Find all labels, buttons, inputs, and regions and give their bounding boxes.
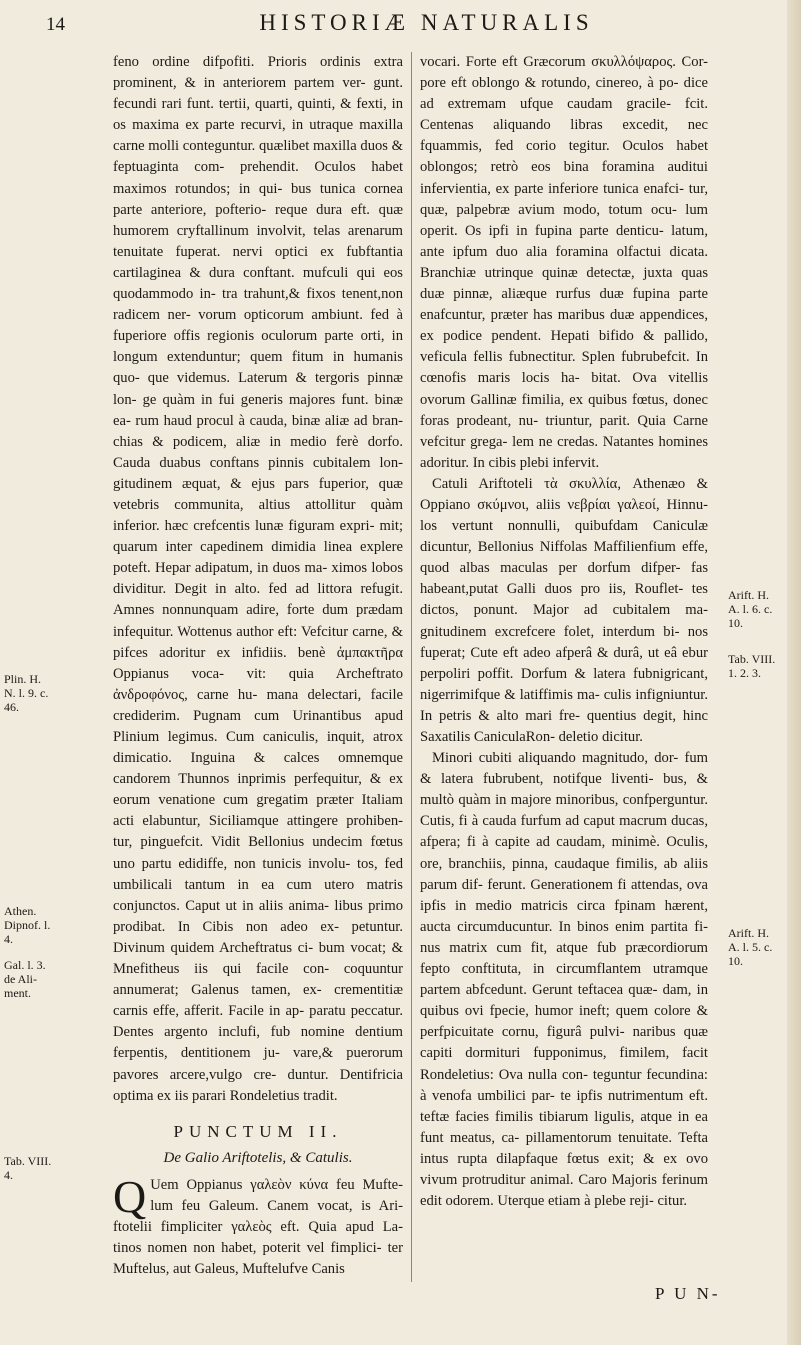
- drop-capital: Q: [113, 1170, 147, 1222]
- section-subtitle: De Galio Ariftotelis, & Catulis.: [163, 1149, 353, 1166]
- page-edge-shadow: [787, 0, 801, 1345]
- margin-note: Arift. H. A. l. 5. c. 10.: [728, 926, 773, 968]
- left-paragraph: feno ordine difpofiti. Prioris ordinis extra prominent, & in anteriorem partem ver- gunt. fecundi rari funt. tertii, quarti, quinti, & fexti, in os maxima ex parte recurvi, in utraque maxilla carne molli conteguntur. quælibet maxilla duos & feptuaginta com- prehendit. Oculos habet maximos rotundos; in qui- bus tunica cornea parte anteriore, pofterio- reque dura eft. quæ humorem cryftallinum involvit, telas arenarum tenuitate fuperat. nervi optici ex fubftantia cartilaginea & dura conftant. mufculi qui eos quodammodo in- tra trahunt,& fixos tenent,non radicem ner- vorum opticorum ambiunt. fed à fuperiore offis regionis oculorum parte orti, in longum extenduntur; quem fitum in humanis quo- que videmus. Laterum & tergoris pinnæ lon- ge quàm in fui generis majores funt. binæ ea- rum haud procul à cauda, binæ aliæ ad bran- chias & podicem, aliæ in medio ferè dorfo. Cauda duabus conftans pinnis cubitalem lon- gitudinem æquat, & ejus pars fuperior, quæ vetebris communita, altius attollitur quàm inferior. hæc crefcentis lunæ figuram expri- mit; quarum inter capedinem dimidia linea explere poteft. Hepar adipatum, in duos ma- ximos lobos dividitur. Degit in alto. fed ad littora refugit. Amnes nonnunquam adire, forte dum prædam infequitur. Wottenus author eft: Vefcitur carne, & pifces adoritur ex infidiis. benè ἀμπακτῆρα Oppianus voca- vit: quia Archeftrato ἀνδροφόνος, carne hu- mana delectari, facile crediderim. Pugnam cum Urinantibus apud Plinium legimus. Cum caniculis, inquit, atrox dimicatio. Inguina & calces omnemque candorem Thunnos inprimis perfequitur, & ex eorum venatione cum gregatim præter Italiam acti elabuntur, Siciliamque attingere prohiben- tur, pinguefcit. Vidit Bellonius undecim fœtus uno partu edidiffe, non tunicis involu- tos, fed umbilicali tantum in ea cum utero matris conjunctos. Caput ut in aliis anima- libus primo prodibat. In Cibis non adeo ex- petuntur. Divinum quidem Archeftratus ci- bum vocat; & Mnefitheus iis qui facile con- coquuntur annumerat; Galenus tamen, ex- crementitiæ carnis effe, afferit. Facile in ap- paratu peccatur. Dentes argento inclufi, fub nomine dentium ferpentis, dentitionem ju- vare,& puerorum pavores arcere,vulgo cre- duntur. Dentifricia optima ex iis parari Rondeletius tradit.: [113, 54, 403, 1104]
- margin-note: Tab. VIII. 1. 2. 3.: [728, 652, 776, 680]
- margin-note: Tab. VIII. 4.: [4, 1154, 52, 1182]
- running-title: HISTORIÆ NATURALIS: [259, 10, 594, 35]
- margin-note: Plin. H. N. l. 9. c. 46.: [4, 672, 49, 714]
- left-column: [113, 52, 403, 1280]
- right-column: [420, 52, 708, 1212]
- column-divider: [411, 52, 412, 1282]
- section-text: Uem Oppianus γαλεὸν κύνα feu Mufte- lum feu Galeum. Canem vocat, is Ari- ftotelii fimpliciter γαλεὸς eft. Quia apud La- tinos nomen non habet, poterit vel fimplici- ter Muftelus, aut Galeus, Muftelufve Canis: [113, 1176, 403, 1278]
- right-paragraph: Minori cubiti aliquando magnitudo, dor- fum & latera fubrubent, notifque liventi- bus, & multò quàm in majore minoribus, confperguntur. Cutis, fi à cauda furfum ad caput macrum ducas, afpera; fi à capite ad caudam, minimè. Oculis, ore, branchiis, pinna, caudaque fimilis, ab aliis parum dif- ferunt. Generationem fi attendas, ova ipfis in medio matricis circa fpinam hærent, aucta circumducuntur. In binos enim partita fi- nus matrix cum fit, atque fub præcordiorum fepto conftituta, in circumflantem utramque partem abfcedunt. Gerunt teftacea quæ- dam, in quibus ovi fpecie, humor ineft; quem colore & perfpicuitate cornu, figurâ pulvi- naribus quæ capiti dormituri fupponimus, fimilem, facit Rondeletius: Ova nulla con- teguntur fecundina: à venofa umbilici par- te ipfis nutrimentum eft. teftæ facies fimilis tibiarum ligulis, atque in ea funt meatus, ca- pillamentorum tenuitate. Tefta intus rupta dilapfaque fœtus exit; & ex ovo vivum protruditur animal. Caro Majoris ferinum edit odorem. Uterque etiam à plebe reji- citur.: [420, 750, 708, 1210]
- catchword: P U N-: [655, 1284, 721, 1303]
- margin-note: Arift. H. A. l. 6. c. 10.: [728, 588, 773, 630]
- margin-note: Gal. l. 3. de Ali- ment.: [4, 958, 46, 1000]
- page-number: 14: [46, 14, 65, 35]
- running-header: [0, 8, 801, 42]
- margin-note: Athen. Dipnof. l. 4.: [4, 904, 51, 946]
- section-title: PUNCTUM II.: [173, 1121, 343, 1141]
- right-paragraph: Catuli Ariftoteli τὰ σκυλλία, Athenæo & Oppiano σκύμνοι, aliis νεβρίαι γαλεοί, Hinnu- los vertunt nonnulli, quibufdam Caniculæ dicuntur, Bellonius Niffolas Maffilienfium effe, quod albas maculas per dorfum difper- fas habeant,putat Galli duos pro iis, Rouflet- tes dictos, ponunt. Major ad cubitalem ma- gnitudinem excrefcere folet, interdum bi- nos fuperat; Cute eft adeo afperâ & durâ, ut eâ ebur perpoliri poffit. Dorfum & latera fubnigricant, nigerrimifque & latiffimis ma- culis infigniuntur. In petris & alto mari fre- quentius degit, hinc Saxatilis CaniculaRon- deletio dicitur.: [420, 475, 708, 745]
- right-paragraph: vocari. Forte eft Græcorum σκυλλόψαρος. Cor- pore eft oblongo & rotundo, cinereo, à po- dice ad extremam ufque caudam gracile- fcit. Centenas aliquando libras excedit, nec fquammis, fed corio tegitur. Oculos habet oblongos; retrò eos bina foramina auditui infervientia, ex parte inferiore tunica enafci- tur, quæ, palpebræ avium modo, totum ocu- lum operit. Os ipfi in fupina parte denticu- latum, ante ipfum duo alia foramina olfactui dicata. Branchiæ utrinque quinæ detectæ, juxta quas duæ pinnæ, aliæque rurfus duæ fupina parte enafcuntur, præter has maribus duæ appendices, ex podice pendent. Hepati bifido & pallido, veficula fellis fubnectitur. Splen fubrubefcit. In cœnofis maris locis ha- bitat. Ova vitellis ovorum Gallinæ fimilia, ex quibus fœtus, donec foras prodeant, nu- triuntur, parit. Quia Carne vefcitur grega- lem ne credas. Natantes homines adoritur. In cibis plebi infervit.: [420, 54, 708, 471]
